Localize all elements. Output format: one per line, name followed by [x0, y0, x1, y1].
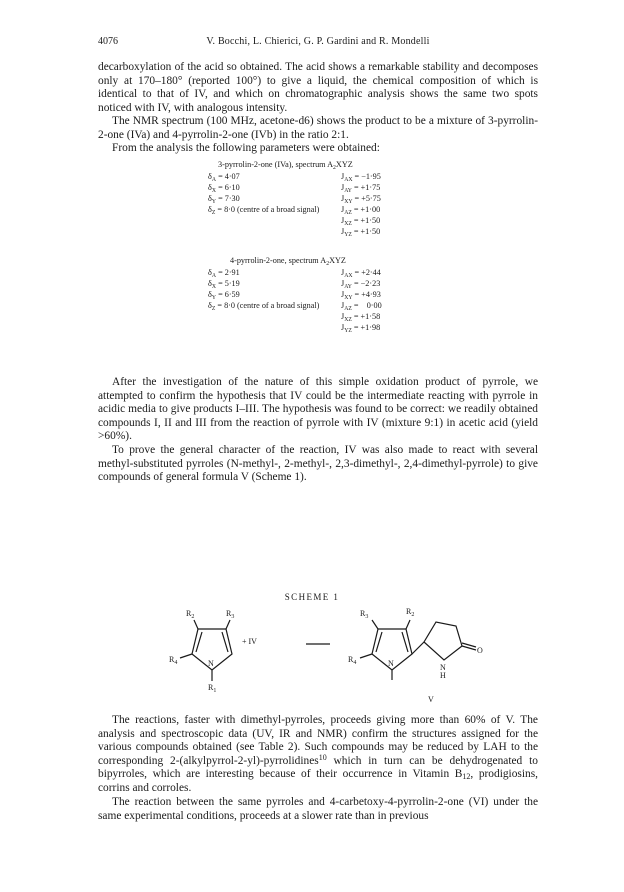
shift-z: $\delta_Z = 8\cdot 0$ (centre of a broad signal)	[208, 301, 320, 312]
paragraph-analysis-intro: From the analysis the following parameters were obtained:	[112, 142, 380, 154]
r3-bond	[226, 620, 230, 629]
label-r3: $R_3$	[226, 609, 235, 620]
shift-x: $\delta_X = 6\cdot 10$	[208, 183, 240, 194]
subscript-12: 12	[462, 772, 471, 782]
label-r2: $R_2$	[406, 607, 415, 618]
paragraph-nmr-spectrum: The NMR spectrum (100 MHz, acetone-d6) shows the product to be a mixture of 3-pyrrolin-2-one (IVa) and 4-pyrrolin-2-one (IVb) in the ratio 2:1.	[98, 115, 538, 141]
label-r3: $R_3$	[360, 609, 369, 620]
label-r4: $R_4$	[348, 655, 357, 666]
coupling-ay: $J_{AY} = +1\cdot 75$	[341, 183, 381, 194]
r3-bond	[372, 620, 378, 629]
label-r1: $R_1$	[208, 683, 217, 694]
shift-y: $\delta_Y = 7\cdot 30$	[208, 194, 240, 205]
r4-bond	[360, 654, 372, 658]
coupling-xz: $J_{XZ} = +1\cdot 58$	[341, 312, 381, 323]
r4-bond	[180, 654, 192, 658]
scheme-1-diagram	[160, 604, 490, 704]
nmr-title: 4-pyrrolin-2-one, spectrum $A_2XYZ$	[230, 256, 346, 267]
shift-a: $\delta_A = 2\cdot 91$	[208, 268, 240, 279]
coupling-ay: $J_{AY} = -2\cdot 23$	[341, 279, 381, 290]
scheme-title: SCHEME 1	[284, 592, 340, 602]
label-n: N	[388, 659, 394, 668]
label-r4: $R_4$	[169, 655, 178, 666]
label-h: H	[440, 671, 446, 680]
coupling-yz: $J_{YZ} = +1\cdot 98$	[341, 323, 381, 334]
paragraph-reactions: The reactions, faster with dimethyl-pyrroles, proceeds giving more than 60% of V. The analysis and spectroscopic data (UV, IR and NMR) confirm the structures assigned for the various compounds obtained (see Table 2). Such compounds may be reduced by LAH to the corresponding 2-(alkylpyrrol-2-yl)-pyrrolidines$^{10}$ which in turn can be dehydrogenated to bipyrroles, which are interesting because of their occurrence in Vitamin $B_{12}$, prodigiosins, corrins and corroles.	[98, 714, 538, 794]
label-n: N	[440, 663, 446, 672]
label-n: N	[208, 659, 214, 668]
shift-z: $\delta_Z = 8\cdot 0$ (centre of a broad signal)	[208, 205, 320, 216]
coupling-yz: $J_{YZ} = +1\cdot 50$	[341, 227, 381, 238]
nmr-title: 3-pyrrolin-2-one (IVa), spectrum $A_2XYZ$	[218, 160, 353, 171]
reference-10: 10	[318, 752, 327, 762]
running-header	[98, 36, 538, 50]
label-o: O	[477, 646, 483, 655]
coupling-ax: $J_{AX} = -1\cdot 95$	[341, 172, 381, 183]
coupling-ax: $J_{AX} = +2\cdot 44$	[341, 268, 381, 279]
coupling-xz: $J_{XZ} = +1\cdot 50$	[341, 216, 381, 227]
coupling-xy: $J_{XY} = +4\cdot 93$	[341, 290, 381, 301]
pyrrolinone-ring	[424, 622, 462, 660]
coupling-az: $J_{AZ} = +1\cdot 00$	[341, 205, 381, 216]
running-authors: V. Bocchi, L. Chierici, G. P. Gardini and R. Mondelli	[206, 36, 430, 47]
shift-y: $\delta_Y = 6\cdot 59$	[208, 290, 240, 301]
label-r2: $R_2$	[186, 609, 195, 620]
page-number: 4076	[98, 36, 118, 47]
r2-bond	[406, 620, 410, 629]
shift-a: $\delta_A = 4\cdot 07$	[208, 172, 240, 183]
compound-v-label: V	[428, 695, 434, 704]
coupling-az: $J_{AZ}$ = 0·00	[341, 301, 382, 312]
paragraph-reaction-vi: The reaction between the same pyrroles and 4-carbetoxy-4-pyrrolin-2-one (VI) under the same experimental conditions, proceeds at a slower rate than in previous	[98, 796, 538, 822]
paragraph-decarboxylation: decarboxylation of the acid so obtained. The acid shows a remarkable stability and decomposes only at 170–180° (reported 100°) to give a liquid, the chemical composition of which is identical to that of IV, and which on chromatographic analysis shows the same two spots noticed with IV, with analogous intensity.	[98, 61, 538, 114]
link-bond	[412, 642, 424, 654]
r2-bond	[194, 620, 198, 629]
paragraph-general-character: To prove the general character of the reaction, IV was also made to react with several methyl-substituted pyrroles (N-methyl-, 2-methyl-, 2,3-dimethyl-, 2,4-dimethyl-pyrrole) to give compounds of general formula V (Scheme 1).	[98, 444, 538, 484]
coupling-xy: $J_{XY} = +5\cdot 75$	[341, 194, 381, 205]
plus-iv: + IV	[242, 637, 257, 646]
shift-x: $\delta_X = 5\cdot 19$	[208, 279, 240, 290]
paragraph-investigation: After the investigation of the nature of this simple oxidation product of pyrrole, we attempted to confirm the hypothesis that IV could be the intermediate reacting with pyrrole in acidic media to give products I–III. The hypothesis was found to be correct: we readily obtained compounds I, II and III from the reaction of pyrrole with IV (mixture 9:1) in acetic acid (yield >60%).	[98, 376, 538, 443]
